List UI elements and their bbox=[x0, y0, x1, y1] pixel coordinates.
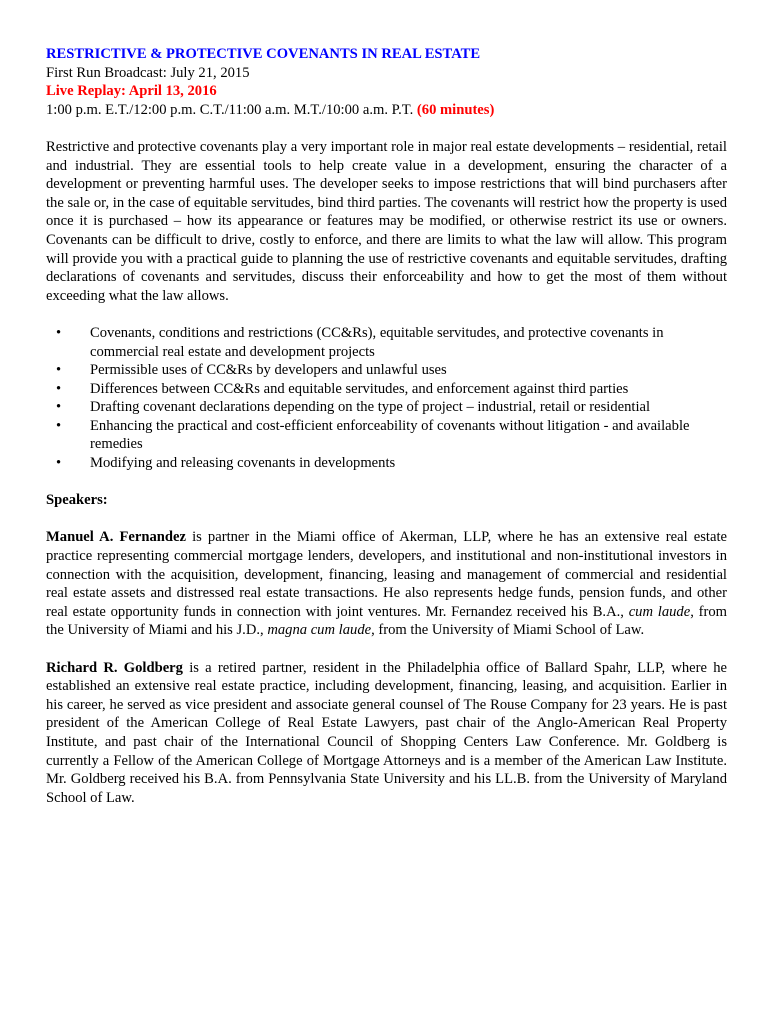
speakers-heading: Speakers: bbox=[46, 492, 108, 509]
description-paragraph: Restrictive and protective covenants play a very important role in major real estate developments – residential, retail and industrial. They are essential tools to help create value in a development, ensuring the character of a development or preventing harmful uses. The developer seeks to impose restrictions that will bind purchasers after the sale or, in the case of equitable servitudes, bind third parties. The covenants will restrict how the property is used once it is purchased – how its appearance or features may be modified, or otherwise restrict its use or owners. Covenants can be difficult to drive, costly to enforce, and there are limits to what the law will allow. This program will provide you with a practical guide to planning the use of restrictive covenants and equitable servitudes, drafting declarations of covenants and servitudes, discuss their enforceability and how to get the most of them without exceeding what the law allows. bbox=[46, 138, 727, 304]
list-item: • Modifying and releasing covenants in developments bbox=[46, 454, 727, 473]
page-title: RESTRICTIVE & PROTECTIVE COVENANTS IN REAL ESTATE bbox=[46, 46, 481, 62]
document-content bbox=[46, 45, 727, 807]
list-item: • Enhancing the practical and cost-efficient enforceability of covenants without litigation - and available remedies bbox=[46, 417, 727, 454]
topics-list bbox=[46, 324, 727, 473]
bio-text: , from the University of Miami and his J.D., bbox=[46, 603, 727, 639]
first-run-date: First Run Broadcast: July 21, 2015 bbox=[46, 64, 250, 81]
speaker-name: Richard R. Goldberg bbox=[46, 659, 183, 676]
bio-text: is a retired partner, resident in the Philadelphia office of Ballard Spahr, LLP, where he established an extensive real estate practice, including development, financing, leasing, and acquisition. Earlier in his career, he served as vice president and associate general counsel of The Rouse Company for 23 years. He is past president of the American College of Real Estate Lawyers, past chair of the Anglo-American Real Property Institute, and past chair of the International Council of Shopping Centers Law Conference. Mr. Goldberg is currently a Fellow of the American College of Mortgage Attorneys and is a member of the American Law Institute. Mr. Goldberg received his B.A. from Pennsylvania State University and his LL.B. from the University of Maryland School of Law. bbox=[46, 659, 728, 806]
speaker-bio bbox=[46, 528, 727, 640]
honor: magna cum laude bbox=[267, 622, 372, 639]
speaker-bio bbox=[46, 659, 727, 808]
list-item: • Covenants, conditions and restrictions (CC&Rs), equitable servitudes, and protective covenants in commercial real estate and development projects bbox=[46, 324, 727, 361]
speaker-name: Manuel A. Fernandez bbox=[46, 529, 186, 546]
list-item: • Drafting covenant declarations depending on the type of project – industrial, retail or residential bbox=[46, 398, 727, 417]
live-replay-date: Live Replay: April 13, 2016 bbox=[46, 83, 217, 100]
bio-text: , from the University of Miami School of Law. bbox=[371, 622, 645, 639]
bio-text: is partner in the Miami office of Akerman, LLP, where he has an extensive real estate practice representing commercial mortgage lenders, developers, and institutional and non-institutional investors in connection with the acquisition, development, financing, leasing and management of commercial and residential real estate assets and distressed real estate transactions. He also represents hedge funds, pension funds, and other real estate opportunity funds in connection with joint ventures. Mr. Fernandez received his B.A., bbox=[46, 529, 727, 620]
list-item: • Differences between CC&Rs and equitable servitudes, and enforcement against third parties bbox=[46, 380, 727, 399]
times-text: 1:00 p.m. E.T./12:00 p.m. C.T./11:00 a.m. M.T./10:00 a.m. P.T. bbox=[46, 101, 417, 118]
duration: (60 minutes) bbox=[416, 101, 495, 118]
honor: cum laude bbox=[628, 603, 691, 620]
broadcast-times bbox=[46, 101, 727, 120]
list-item: • Permissible uses of CC&Rs by developers and unlawful uses bbox=[46, 361, 727, 380]
